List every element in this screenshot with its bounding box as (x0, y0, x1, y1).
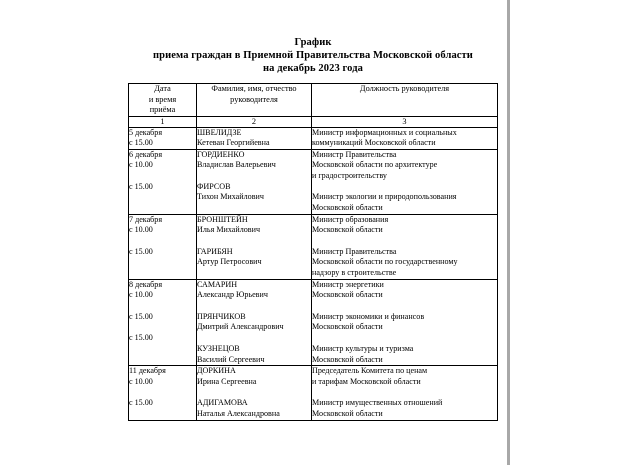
entry-date (129, 333, 196, 344)
cell-date (129, 149, 197, 214)
entry-post-line: Министр информационных и социальных (312, 127, 457, 137)
entry-post-line: Министр энергетики (312, 279, 384, 289)
table-row (129, 149, 498, 214)
entry-name-line: Артур Петросович (197, 257, 262, 267)
entry-name-line: Ирина Сергеевна (197, 376, 257, 386)
entry-date-line: с 15.00 (129, 246, 153, 256)
cell-name (197, 366, 312, 420)
entry-post (312, 247, 497, 279)
entry-name-line: ШВЕЛИДЗЕ (197, 127, 242, 137)
cell-post (312, 279, 498, 366)
entry-name-line: ПРЯНЧИКОВ (197, 311, 246, 321)
entry-name-line: КУЗНЕЦОВ (197, 344, 240, 353)
entry-name-line: АДИГАМОВА (197, 398, 248, 408)
column-number-3: 3 (312, 116, 498, 127)
column-header-name (197, 84, 312, 117)
header-name-line-1: Фамилия, имя, отчество (211, 84, 297, 93)
entry-name-line: Александр Юрьевич (197, 290, 268, 300)
title-line-3: на декабрь 2023 года (263, 63, 363, 74)
entry-name (197, 366, 311, 387)
entry-post-line: надзору в строительстве (312, 268, 397, 278)
entry-name (197, 128, 311, 149)
entry-post (312, 192, 497, 213)
entry-post (312, 215, 497, 236)
column-number-row (129, 116, 498, 127)
entry-name (197, 344, 311, 365)
header-name-line-2: руководителя (230, 94, 278, 104)
entry-post (312, 312, 497, 333)
entry-date-line: 8 декабря (129, 279, 163, 289)
cell-name (197, 127, 312, 149)
cell-name (197, 279, 312, 366)
entry-post-line: и тарифам Московской области (312, 376, 421, 386)
entry-post (312, 128, 497, 149)
cell-post (312, 366, 498, 420)
cell-post (312, 214, 498, 279)
entry-date-line: 11 декабря (129, 366, 166, 376)
entry-name-line: Тихон Михайлович (197, 192, 264, 202)
entry-post-line: и градостроительству (312, 170, 387, 180)
entry-name (197, 247, 311, 268)
table-row (129, 366, 498, 420)
entry-date-line: с 15.00 (129, 333, 153, 343)
entry-date-line: с 10.00 (129, 290, 153, 300)
entry-post (312, 344, 497, 365)
entry-date-line: 5 декабря (129, 127, 163, 137)
cell-date (129, 127, 197, 149)
entry-name-line: Илья Михайлович (197, 225, 261, 235)
outer-right-margin (510, 0, 639, 465)
entry-post-line: Московской области (312, 354, 383, 364)
entry-post-line: Московской области по государственному (312, 257, 458, 267)
table-body (129, 127, 498, 420)
entry-post-line: Министр Правительства (312, 246, 397, 256)
cell-date (129, 214, 197, 279)
table-header (129, 84, 498, 128)
cell-post (312, 127, 498, 149)
header-date-line-3: приёма (149, 105, 176, 114)
entry-post-line: Московской области по архитектуре (312, 160, 438, 170)
entry-date-line: 6 декабря (129, 149, 163, 159)
schedule-table (128, 83, 498, 421)
entry-post-line: Министр экологии и природопользования (312, 192, 457, 202)
entry-name-line: Василий Сергеевич (197, 354, 265, 364)
entry-post (312, 398, 497, 419)
table-row (129, 214, 498, 279)
entry-date-line: с 10.00 (129, 160, 153, 170)
entry-name-line: ФИРСОВ (197, 181, 231, 191)
entry-date-line: с 10.00 (129, 376, 153, 386)
entry-name-line: Наталья Александровна (197, 408, 280, 418)
entry-date-line: с 10.00 (129, 225, 153, 235)
entry-post-line: Председатель Комитета по ценам (312, 366, 428, 376)
entry-date (129, 247, 196, 258)
cell-date (129, 366, 197, 420)
column-number-2: 2 (197, 116, 312, 127)
entry-name-line: Дмитрий Александрович (197, 322, 284, 332)
entry-post-line: Министр имущественных отношений (312, 398, 443, 408)
entry-date-line: с 15.00 (129, 398, 153, 408)
entry-post-line: коммуникаций Московской области (312, 138, 436, 148)
entry-name-line: БРОНШТЕЙН (197, 214, 248, 224)
table-header-row (129, 84, 498, 117)
entry-post (312, 280, 497, 301)
entry-name (197, 182, 311, 203)
entry-name-line: ГАРИБЯН (197, 246, 233, 256)
entry-date-line: 7 декабря (129, 214, 163, 224)
entry-name-line: САМАРИН (197, 279, 238, 289)
entry-post-line: Московской области (312, 290, 383, 300)
entry-date (129, 312, 196, 323)
cell-post (312, 149, 498, 214)
entry-date (129, 182, 196, 193)
entry-post-line: Министр образования (312, 214, 389, 224)
cell-name (197, 214, 312, 279)
entry-date (129, 280, 196, 301)
entry-name (197, 215, 311, 236)
header-date-line-1: Дата (154, 84, 171, 93)
entry-post-line: Московской области (312, 408, 383, 418)
entry-post-line: Министр культуры и туризма (312, 344, 414, 353)
title-line-1: График (294, 37, 332, 48)
document-title (128, 36, 498, 75)
entry-date (129, 398, 196, 409)
entry-post (312, 366, 497, 387)
entry-post-line: Московской области (312, 225, 383, 235)
entry-name (197, 150, 311, 171)
column-header-date (129, 84, 197, 117)
entry-date (129, 128, 196, 149)
entry-date (129, 366, 196, 387)
entry-date-line: с 15.00 (129, 138, 153, 148)
table-row (129, 127, 498, 149)
entry-name-line: ДОРКИНА (197, 366, 236, 376)
entry-name (197, 398, 311, 419)
entry-name (197, 312, 311, 333)
cell-date (129, 279, 197, 366)
entry-post-line: Московской области (312, 203, 383, 213)
entry-name-line: Кетеван Георгийевна (197, 138, 270, 148)
cell-name (197, 149, 312, 214)
title-line-2: приема граждан в Приемной Правительства Московской области (153, 50, 473, 61)
entry-name-line: Владислав Валерьевич (197, 160, 276, 170)
column-header-post (312, 84, 498, 117)
entry-post-line: Министр Правительства (312, 149, 397, 159)
entry-date (129, 215, 196, 236)
entry-date-line: с 15.00 (129, 311, 153, 321)
entry-post (312, 150, 497, 182)
entry-date-line: с 15.00 (129, 181, 153, 191)
entry-name-line: ГОРДИЕНКО (197, 149, 245, 159)
entry-name (197, 280, 311, 301)
entry-post-line: Московской области (312, 322, 383, 332)
header-date-line-2: и время (148, 94, 177, 104)
table-row (129, 279, 498, 366)
entry-post-line: Министр экономики и финансов (312, 311, 425, 321)
entry-date (129, 150, 196, 171)
column-number-1: 1 (129, 116, 197, 127)
header-post-line-1: Должность руководителя (359, 84, 450, 93)
